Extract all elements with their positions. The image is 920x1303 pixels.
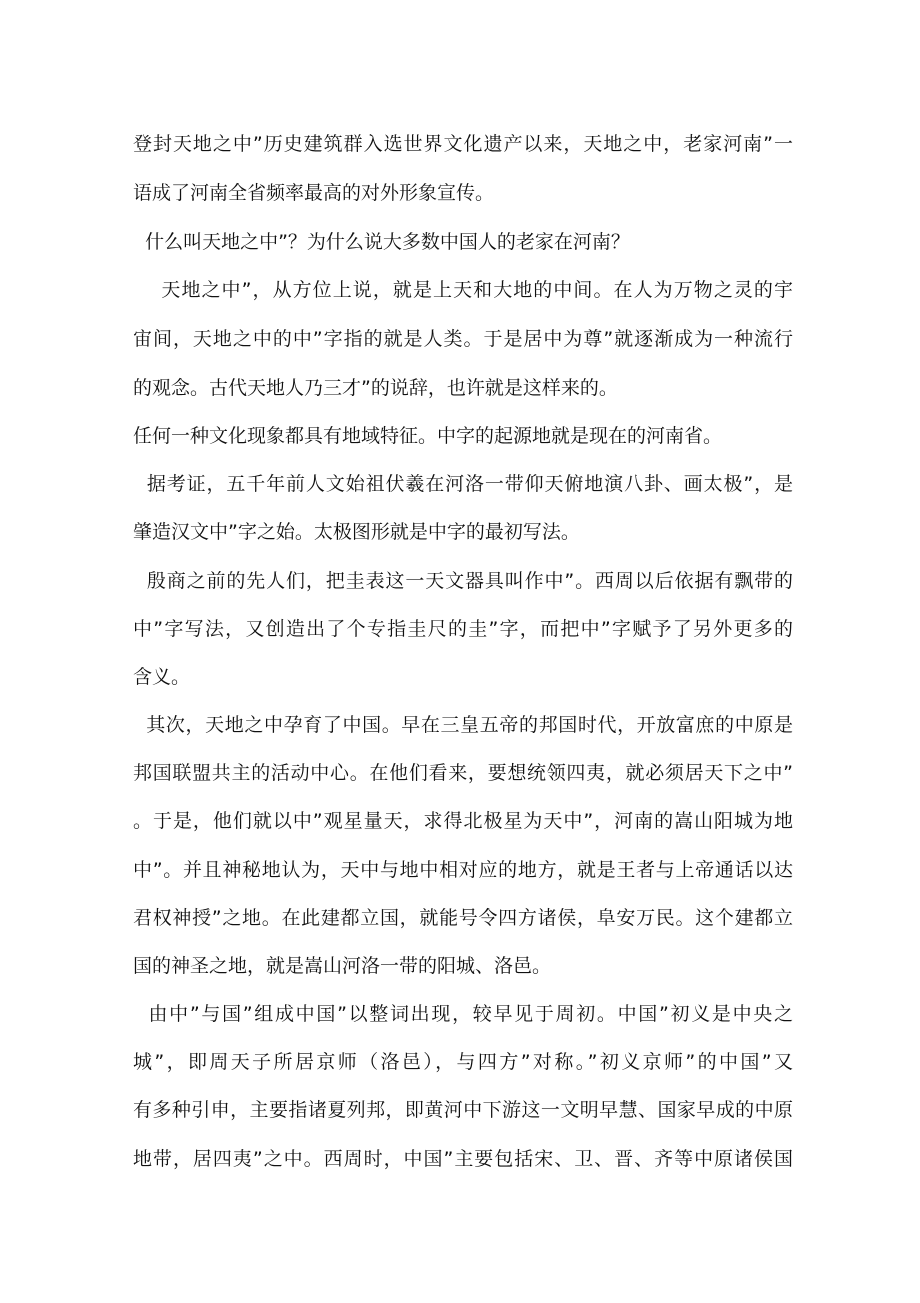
text-line: 中”字写法，又创造出了个专指圭尺的圭”字，而把中”字赋予了另外更多的 [133,618,793,640]
text-line: 什么叫天地之中”？为什么说大多数中国人的老家在河南？ [133,231,630,253]
text-line: 由中”与国”组成中国”以整词出现，较早见于周初。中国”初义是中央之 [133,1003,793,1025]
text-line: 据考证，五千年前人文始祖伏羲在河洛一带仰天俯地演八卦、画太极”，是 [133,473,793,495]
text-line: 城”，即周天子所居京师（洛邑），与四方”对称。”初义京师”的中国”又 [133,1051,793,1073]
text-line: 。于是，他们就以中”观星量天，求得北极星为天中”，河南的嵩山阳城为地 [133,810,793,832]
text-line: 登封天地之中”历史建筑群入选世界文化遗产以来，天地之中，老家河南”一 [133,133,793,155]
text-line: 其次，天地之中孕育了中国。早在三皇五帝的邦国时代，开放富庶的中原是 [133,714,793,736]
text-line: 宙间，天地之中的中”字指的就是人类。于是居中为尊”就逐渐成为一种流行 [133,328,793,350]
text-line: 国的神圣之地，就是嵩山河洛一带的阳城、洛邑。 [133,955,552,977]
text-line: 邦国联盟共主的活动中心。在他们看来，要想统领四夷，就必须居天下之中” [133,762,793,784]
text-line: 地带，居四夷”之中。西周时，中国”主要包括宋、卫、晋、齐等中原诸侯国 [133,1148,793,1170]
text-line: 中”。并且神秘地认为，天中与地中相对应的地方，就是王者与上帝通话以达 [133,859,793,881]
text-line: 君权神授”之地。在此建都立国，就能号令四方诸侯，阜安万民。这个建都立 [133,907,793,929]
text-line: 的观念。古代天地人乃三才”的说辞，也许就是这样来的。 [133,377,618,399]
text-line: 殷商之前的先人们，把圭表这一天文器具叫作中”。西周以后依据有飘带的 [133,570,793,592]
text-line: 任何一种文化现象都具有地域特征。中字的起源地就是现在的河南省。 [133,425,723,447]
text-line: 有多种引申，主要指诸夏列邦，即黄河中下游这一文明早慧、国家早成的中原 [133,1099,793,1121]
text-line: 天地之中”，从方位上说，就是上天和大地的中间。在人为万物之灵的宇 [133,279,793,301]
text-line: 语成了河南全省频率最高的对外形象宣传。 [133,182,495,204]
text-line: 肇造汉文中”字之始。太极图形就是中字的最初写法。 [133,521,580,543]
text-line: 含义。 [133,666,191,688]
